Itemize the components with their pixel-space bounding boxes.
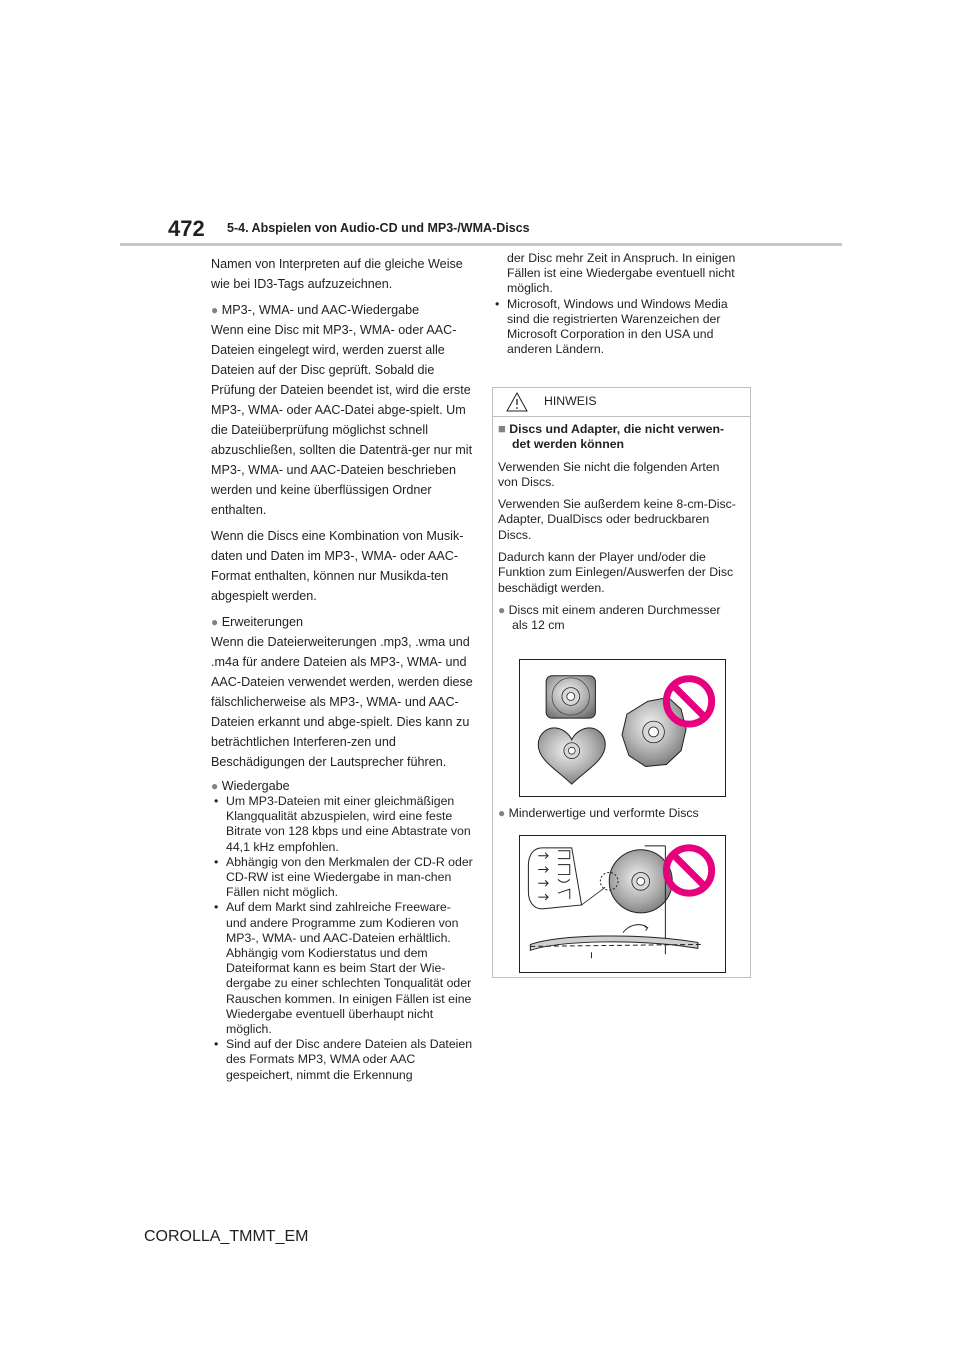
bullet-circle-icon: ● <box>211 615 219 629</box>
list-item: • Um MP3-Dateien mit einer gleichmäßigen Klangqualität abzuspielen, wird eine feste Bitrate von 128 kbps und eine Abtastrate von 44,1 kHz empfohlen. <box>211 794 473 855</box>
footer-doc-id: COROLLA_TMMT_EM <box>144 1228 309 1245</box>
playback-heading: ● Wiedergabe <box>211 779 290 793</box>
warning-triangle-icon <box>506 392 528 412</box>
note-body <box>498 421 738 641</box>
bullet-circle-icon: ● <box>211 779 219 793</box>
ext-heading: ● Erweiterungen <box>211 615 303 629</box>
right-column-text <box>492 251 752 357</box>
bullet-circle-icon: ● <box>498 602 506 617</box>
note-box <box>492 387 751 978</box>
list-item: • Microsoft, Windows und Windows Media sind die registrierten Warenzeichen der Microsoft Corporation in den USA und anderen Ländern. <box>492 297 752 358</box>
note-para2: Verwenden Sie außerdem keine 8-cm-Disc-Adapter, DualDiscs oder bedruckbaren Discs. <box>498 497 736 542</box>
deformed-discs-figure <box>519 835 726 973</box>
trademark-list <box>492 297 752 358</box>
note-header <box>493 388 750 417</box>
prohibited-icon <box>666 848 711 893</box>
bullet-circle-icon: ● <box>498 806 506 820</box>
note-title: HINWEIS <box>544 394 597 408</box>
list-item: • Auf dem Markt sind zahlreiche Freeware- und andere Programme zum Kodieren von MP3-, WMA- und AAC-Dateien erhältlich. Abhängig vom Kodierstatus und dem Dateiformat kann es beim Start der Wie-dergabe zu einer schlechten Tonqualität oder Rauschen kommen. In einigen Fällen ist eine Wiedergabe eventuell überhaupt nicht möglich. <box>211 900 473 1037</box>
note-heading: ■ Discs und Adapter, die nicht verwen-det werden können <box>498 421 725 452</box>
page-number: 472 <box>168 216 205 241</box>
section-title: 5-4. Abspielen von Audio-CD und MP3-/WMA-Discs <box>227 221 530 235</box>
square-disc-icon <box>546 676 595 718</box>
mp3-heading: ● MP3-, WMA- und AAC-Wiedergabe <box>211 303 420 317</box>
note-bullet1: ● Discs mit einem anderen Durchmesser als 12 cm <box>498 602 721 633</box>
note-para3: Dadurch kann der Player und/oder die Funktion zum Einlegen/Auswerfen der Disc beschädigt werden. <box>498 550 734 595</box>
odd-shaped-discs-figure <box>519 659 726 797</box>
mp3-para1: Wenn eine Disc mit MP3-, WMA- oder AAC-Dateien eingelegt wird, werden zuerst alle Dateien auf der Disc geprüft. Sobald die Prüfung der Dateien beendet ist, wird die erste MP3-, WMA- oder AAC-Datei abge-spielt. Um die Dateiüberprüfung möglichst schnell abzuschließen, sollten die Datenträ-ger nur mit MP3-, WMA- und AAC-Dateien beschrieben werden und keine überflüssigen Ordner enthalten. <box>211 323 473 517</box>
heart-disc-icon <box>538 728 605 784</box>
note-para1: Verwenden Sie nicht die folgenden Arten von Discs. <box>498 459 720 489</box>
ext-para: Wenn die Dateierweiterungen .mp3, .wma und .m4a für andere Dateien als MP3-, WMA- und AAC-Dateien verwendet werden, werden diese fälschlicherweise als MP3-, WMA- und AAC-Dateien erkannt und abge-spielt. Dies kann zu beträchtlichen Interferen-zen und Beschädigungen der Lautsprecher führen. <box>211 635 473 769</box>
continuation-text: der Disc mehr Zeit in Anspruch. In einigen Fällen ist eine Wiedergabe eventuell nicht möglich. <box>507 251 736 296</box>
square-bullet-icon: ■ <box>498 421 506 436</box>
bullet-circle-icon: ● <box>211 303 219 317</box>
header-rule <box>120 243 842 246</box>
mp3-para2: Wenn die Discs eine Kombination von Musik-daten und Daten im MP3-, WMA- oder AAC-Format enthalten, können nur Musikda-ten abgespielt werden. <box>211 529 464 603</box>
intro-text: Namen von Interpreten auf die gleiche Weise wie bei ID3-Tags aufzuzeichnen. <box>211 257 463 291</box>
octagon-disc-icon <box>622 697 686 766</box>
warped-disc-side-icon <box>530 925 701 959</box>
list-item: • Abhängig von den Merkmalen der CD-R oder CD-RW ist eine Wiedergabe in man-chen Fällen nicht möglich. <box>211 855 473 901</box>
playback-list <box>211 794 473 1083</box>
list-item: • Sind auf der Disc andere Dateien als Dateien des Formats MP3, WMA oder AAC gespeichert, nimmt die Erkennung <box>211 1037 473 1083</box>
left-column <box>211 254 473 1083</box>
note-bullet2: ● Minderwertige und verformte Discs <box>498 806 699 820</box>
label-edge-detail-icon <box>528 848 581 909</box>
